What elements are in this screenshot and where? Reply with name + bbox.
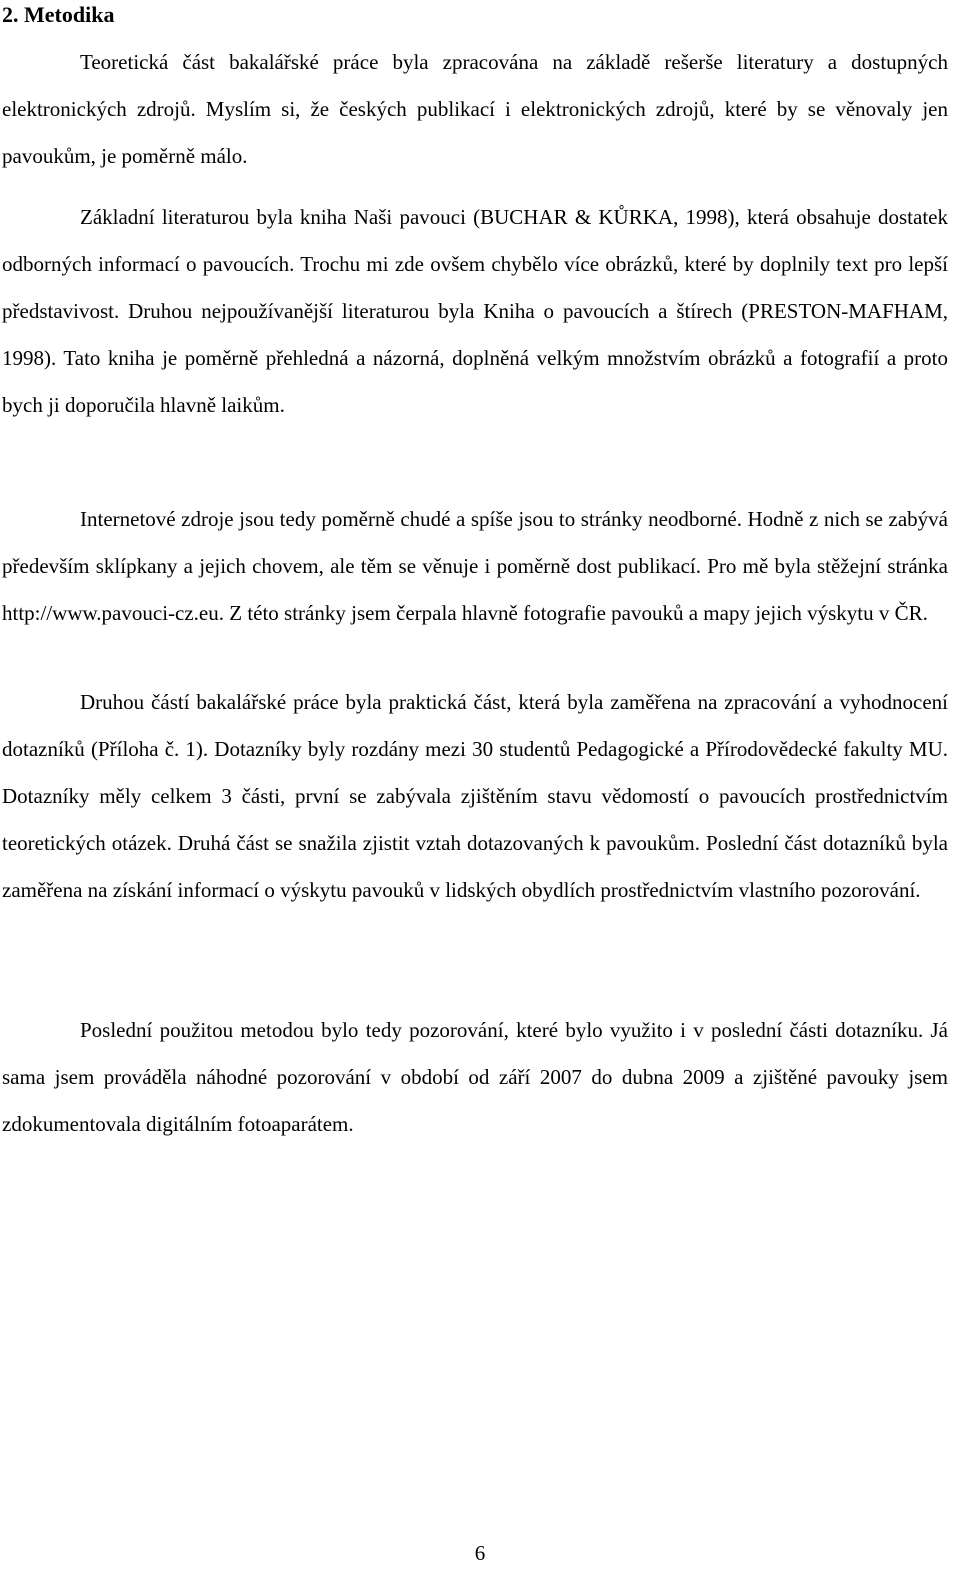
paragraph-sources-intro: Teoretická část bakalářské práce byla zpracována na základě rešerše literatury a dostupných elektronických zdrojů. Myslím si, že českých publikací i elektronických zdrojů, které by se věnovaly jen pavoukům, je poměrně málo.: [2, 50, 948, 168]
section-heading: 2. Metodika: [2, 2, 115, 27]
paragraph-observation: Poslední použitou metodou bylo tedy pozorování, které bylo využito i v poslední části dotazníku. Já sama jsem prováděla náhodné pozorování v období od září 2007 do dubna 2009 a zjištěné pavouky jsem zdokumentovala digitálním fotoaparátem.: [2, 1018, 948, 1136]
paragraph-internet-sources: Internetové zdroje jsou tedy poměrně chudé a spíše jsou to stránky neodborné. Hodně z nich se zabývá především sklípkany a jejich chovem, ale těm se věnuje i poměrně dost publikací. Pro mě byla stěžejní stránka http://www.pavouci-cz.eu. Z této stránky jsem čerpala hlavně fotografie pavouků a mapy jejich výskytu v ČR.: [2, 507, 948, 625]
page-number: 6: [474, 1541, 486, 1565]
paragraph-questionnaires: Druhou částí bakalářské práce byla praktická část, která byla zaměřena na zpracování a vyhodnocení dotazníků (Příloha č. 1). Dotazníky byly rozdány mezi 30 studentů Pedagogické a Přírodovědecké fakulty MU. Dotazníky měly celkem 3 části, první se zabývala zjištěním stavu vědomostí o pavoucích prostřednictvím teoretických otázek. Druhá část se snažila zjistit vztah dotazovaných k pavoukům. Poslední část dotazníků byla zaměřena na získání informací o výskytu pavouků v lidských obydlích prostřednictvím vlastního pozorování.: [2, 690, 948, 902]
paragraph-literature: Základní literaturou byla kniha Naši pavouci (BUCHAR & KŮRKA, 1998), která obsahuje dostatek odborných informací o pavoucích. Trochu mi zde ovšem chybělo více obrázků, které by doplnily text pro lepší představivost. Druhou nejpoužívanější literaturou byla Kniha o pavoucích a štírech (PRESTON-MAFHAM, 1998). Tato kniha je poměrně přehledná a názorná, doplněná velkým množstvím obrázků a fotografií a proto bych ji doporučila hlavně laikům.: [2, 205, 948, 417]
